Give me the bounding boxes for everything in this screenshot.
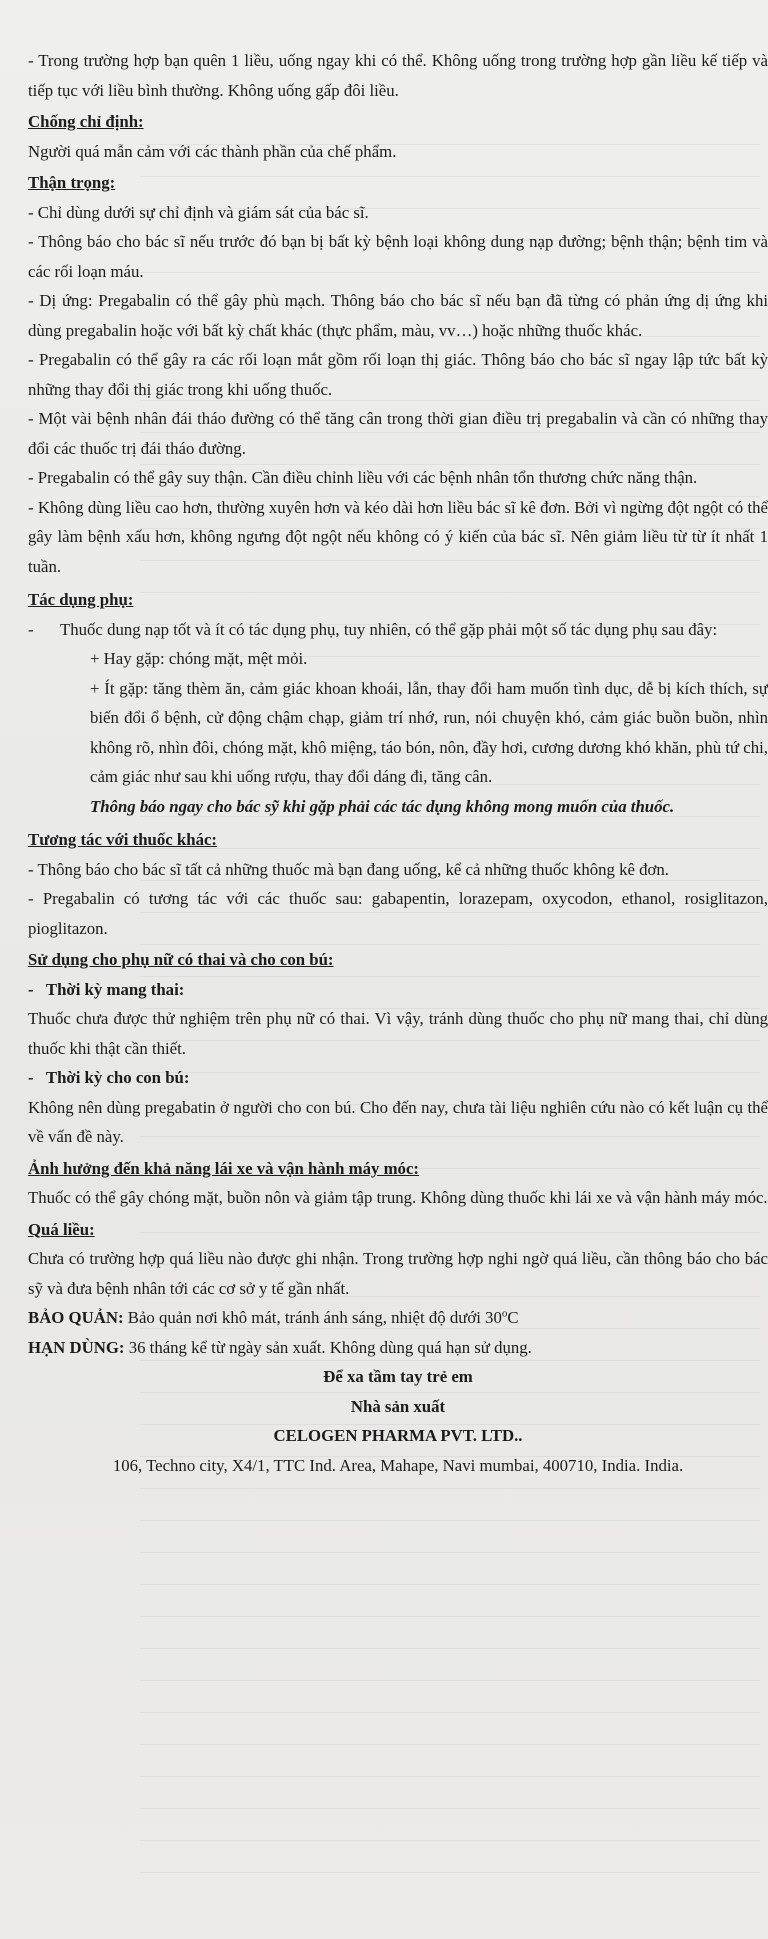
- side-effects-heading: Tác dụng phụ:: [28, 590, 134, 609]
- driving-text: Thuốc có thể gây chóng mặt, buồn nôn và giảm tập trung. Không dùng thuốc khi lái xe và vận hành máy móc.: [28, 1188, 768, 1207]
- overdose-heading: Quá liều:: [28, 1219, 95, 1239]
- pregnancy-heading: Sử dụng cho phụ nữ có thai và cho con bú:: [28, 950, 334, 969]
- pregnancy-text: Thuốc chưa được thử nghiệm trên phụ nữ có thai. Vì vậy, tránh dùng thuốc cho phụ nữ mang thai, chỉ dùng thuốc khi thật cần thiết.: [28, 1009, 768, 1058]
- dash-marker: -: [28, 619, 34, 639]
- manufacturer-name: CELOGEN PHARMA PVT. LTD..: [273, 1426, 523, 1445]
- expiry-text: 36 tháng kể từ ngày sản xuất. Không dùng quá hạn sử dụng.: [128, 1337, 532, 1357]
- expiry-line: [28, 1333, 768, 1363]
- pregnancy-subheading: - Thời kỳ mang thai:: [28, 979, 185, 999]
- lactation-text: Không nên dùng pregabatin ở người cho con bú. Cho đến nay, chưa tài liệu nghiên cứu nào có kết luận cụ thể về vấn đề này.: [28, 1097, 768, 1146]
- common-side-effects: + Hay gặp: chóng mặt, mệt mỏi.: [90, 649, 308, 668]
- storage-label: BẢO QUẢN:: [28, 1308, 124, 1327]
- degree-mark: o: [501, 1307, 508, 1320]
- precaution-item: - Một vài bệnh nhân đái tháo đường có thể tăng cân trong thời gian điều trị pregabalin và cần có những thay đổi các thuốc trị đái tháo đường.: [28, 409, 768, 458]
- precaution-item: - Pregabalin có thể gây ra các rối loạn mắt gồm rối loạn thị giác. Thông báo cho bác sĩ ngay lập tức bất kỳ những thay đổi thị giác trong khi uống thuốc.: [28, 350, 768, 399]
- precaution-item: - Chỉ dùng dưới sự chỉ định và giám sát của bác sĩ.: [28, 202, 369, 222]
- side-effects-warning: Thông báo ngay cho bác sỹ khi gặp phải các tác dụng không mong muốn của thuốc.: [90, 796, 675, 816]
- driving-heading: Ảnh hưởng đến khả năng lái xe và vận hành máy móc:: [28, 1158, 419, 1178]
- lactation-subheading: - Thời kỳ cho con bú:: [28, 1068, 190, 1087]
- interactions-heading: Tương tác với thuốc khác:: [28, 830, 218, 849]
- contraindications-text: Người quá mẫn cảm với các thành phần của chế phẩm.: [28, 141, 397, 161]
- side-effects-intro: Thuốc dung nạp tốt và ít có tác dụng phụ, tuy nhiên, có thể gặp phải một số tác dụng phụ sau đây:: [60, 619, 718, 639]
- precaution-item: - Thông báo cho bác sĩ nếu trước đó bạn bị bất kỳ bệnh loại không dung nạp đường; bệnh thận; bệnh tim và các rối loạn máu.: [28, 232, 768, 281]
- precaution-item: - Pregabalin có thể gây suy thận. Cần điều chỉnh liều với các bệnh nhân tổn thương chức năng thận.: [28, 468, 698, 487]
- overdose-text: Chưa có trường hợp quá liều nào được ghi nhận. Trong trường hợp nghi ngờ quá liều, cần thông báo cho bác sỹ và đưa bệnh nhân tới các cơ sở y tế gần nhất.: [28, 1249, 768, 1298]
- storage-unit: C: [507, 1308, 519, 1327]
- interaction-item: - Thông báo cho bác sĩ tất cả những thuốc mà bạn đang uống, kể cả những thuốc không kê đơn.: [28, 859, 669, 879]
- children-warning: Để xa tầm tay trẻ em: [323, 1367, 473, 1386]
- storage-line: [28, 1303, 768, 1333]
- precaution-item: - Không dùng liều cao hơn, thường xuyên hơn và kéo dài hơn liều bác sĩ kê đơn. Bởi vì ngừng đột ngột có thể gây làm bệnh xấu hơn, không ngưng đột ngột nếu không có ý kiến của bác sĩ. Nên giảm liều từ từ ít nhất 1 tuần.: [28, 497, 768, 576]
- side-effects-intro-item: [28, 615, 768, 645]
- manufacturer-label: Nhà sản xuất: [350, 1396, 446, 1416]
- manufacturer-address: 106, Techno city, X4/1, TTC Ind. Area, Mahape, Navi mumbai, 400710, India. India.: [112, 1455, 684, 1475]
- expiry-label: HẠN DÙNG:: [28, 1337, 125, 1357]
- precautions-heading: Thận trọng:: [28, 173, 116, 192]
- missed-dose-text: - Trong trường hợp bạn quên 1 liều, uống ngay khi có thể. Không uống trong trường hợp gần liều kế tiếp và tiếp tục với liều bình thường. Không uống gấp đôi liều.: [28, 51, 768, 100]
- storage-text: Bảo quản nơi khô mát, tránh ánh sáng, nhiệt độ dưới 30: [127, 1308, 502, 1327]
- leaflet-content: [28, 46, 768, 1480]
- precaution-item: - Dị ứng: Pregabalin có thể gây phù mạch. Thông báo cho bác sĩ nếu bạn đã từng có phản ứng dị ứng khi dùng pregabalin hoặc với bất kỳ chất khác (thực phẩm, màu, vv…) hoặc những thuốc khác.: [28, 291, 768, 340]
- contraindications-heading: Chống chỉ định:: [28, 112, 144, 131]
- interaction-item: - Pregabalin có tương tác với các thuốc sau: gabapentin, lorazepam, oxycodon, ethanol, rosiglitazon, pioglitazon.: [28, 889, 768, 938]
- uncommon-side-effects: + Ít gặp: tăng thèm ăn, cảm giác khoan khoái, lẫn, thay đổi ham muốn tình dục, dễ bị kích thích, sự biến đổi ổ bệnh, cử động chậm chạp, giảm trí nhớ, run, nói chuyện khó, cảm giác buồn buồn, nhìn không rõ, nhìn đôi, chóng mặt, khô miệng, táo bón, nôn, đầy hơi, cương dương khó khăn, phù tứ chi, cảm giác như sau khi uống rượu, thay đổi dáng đi, tăng cân.: [90, 678, 768, 786]
